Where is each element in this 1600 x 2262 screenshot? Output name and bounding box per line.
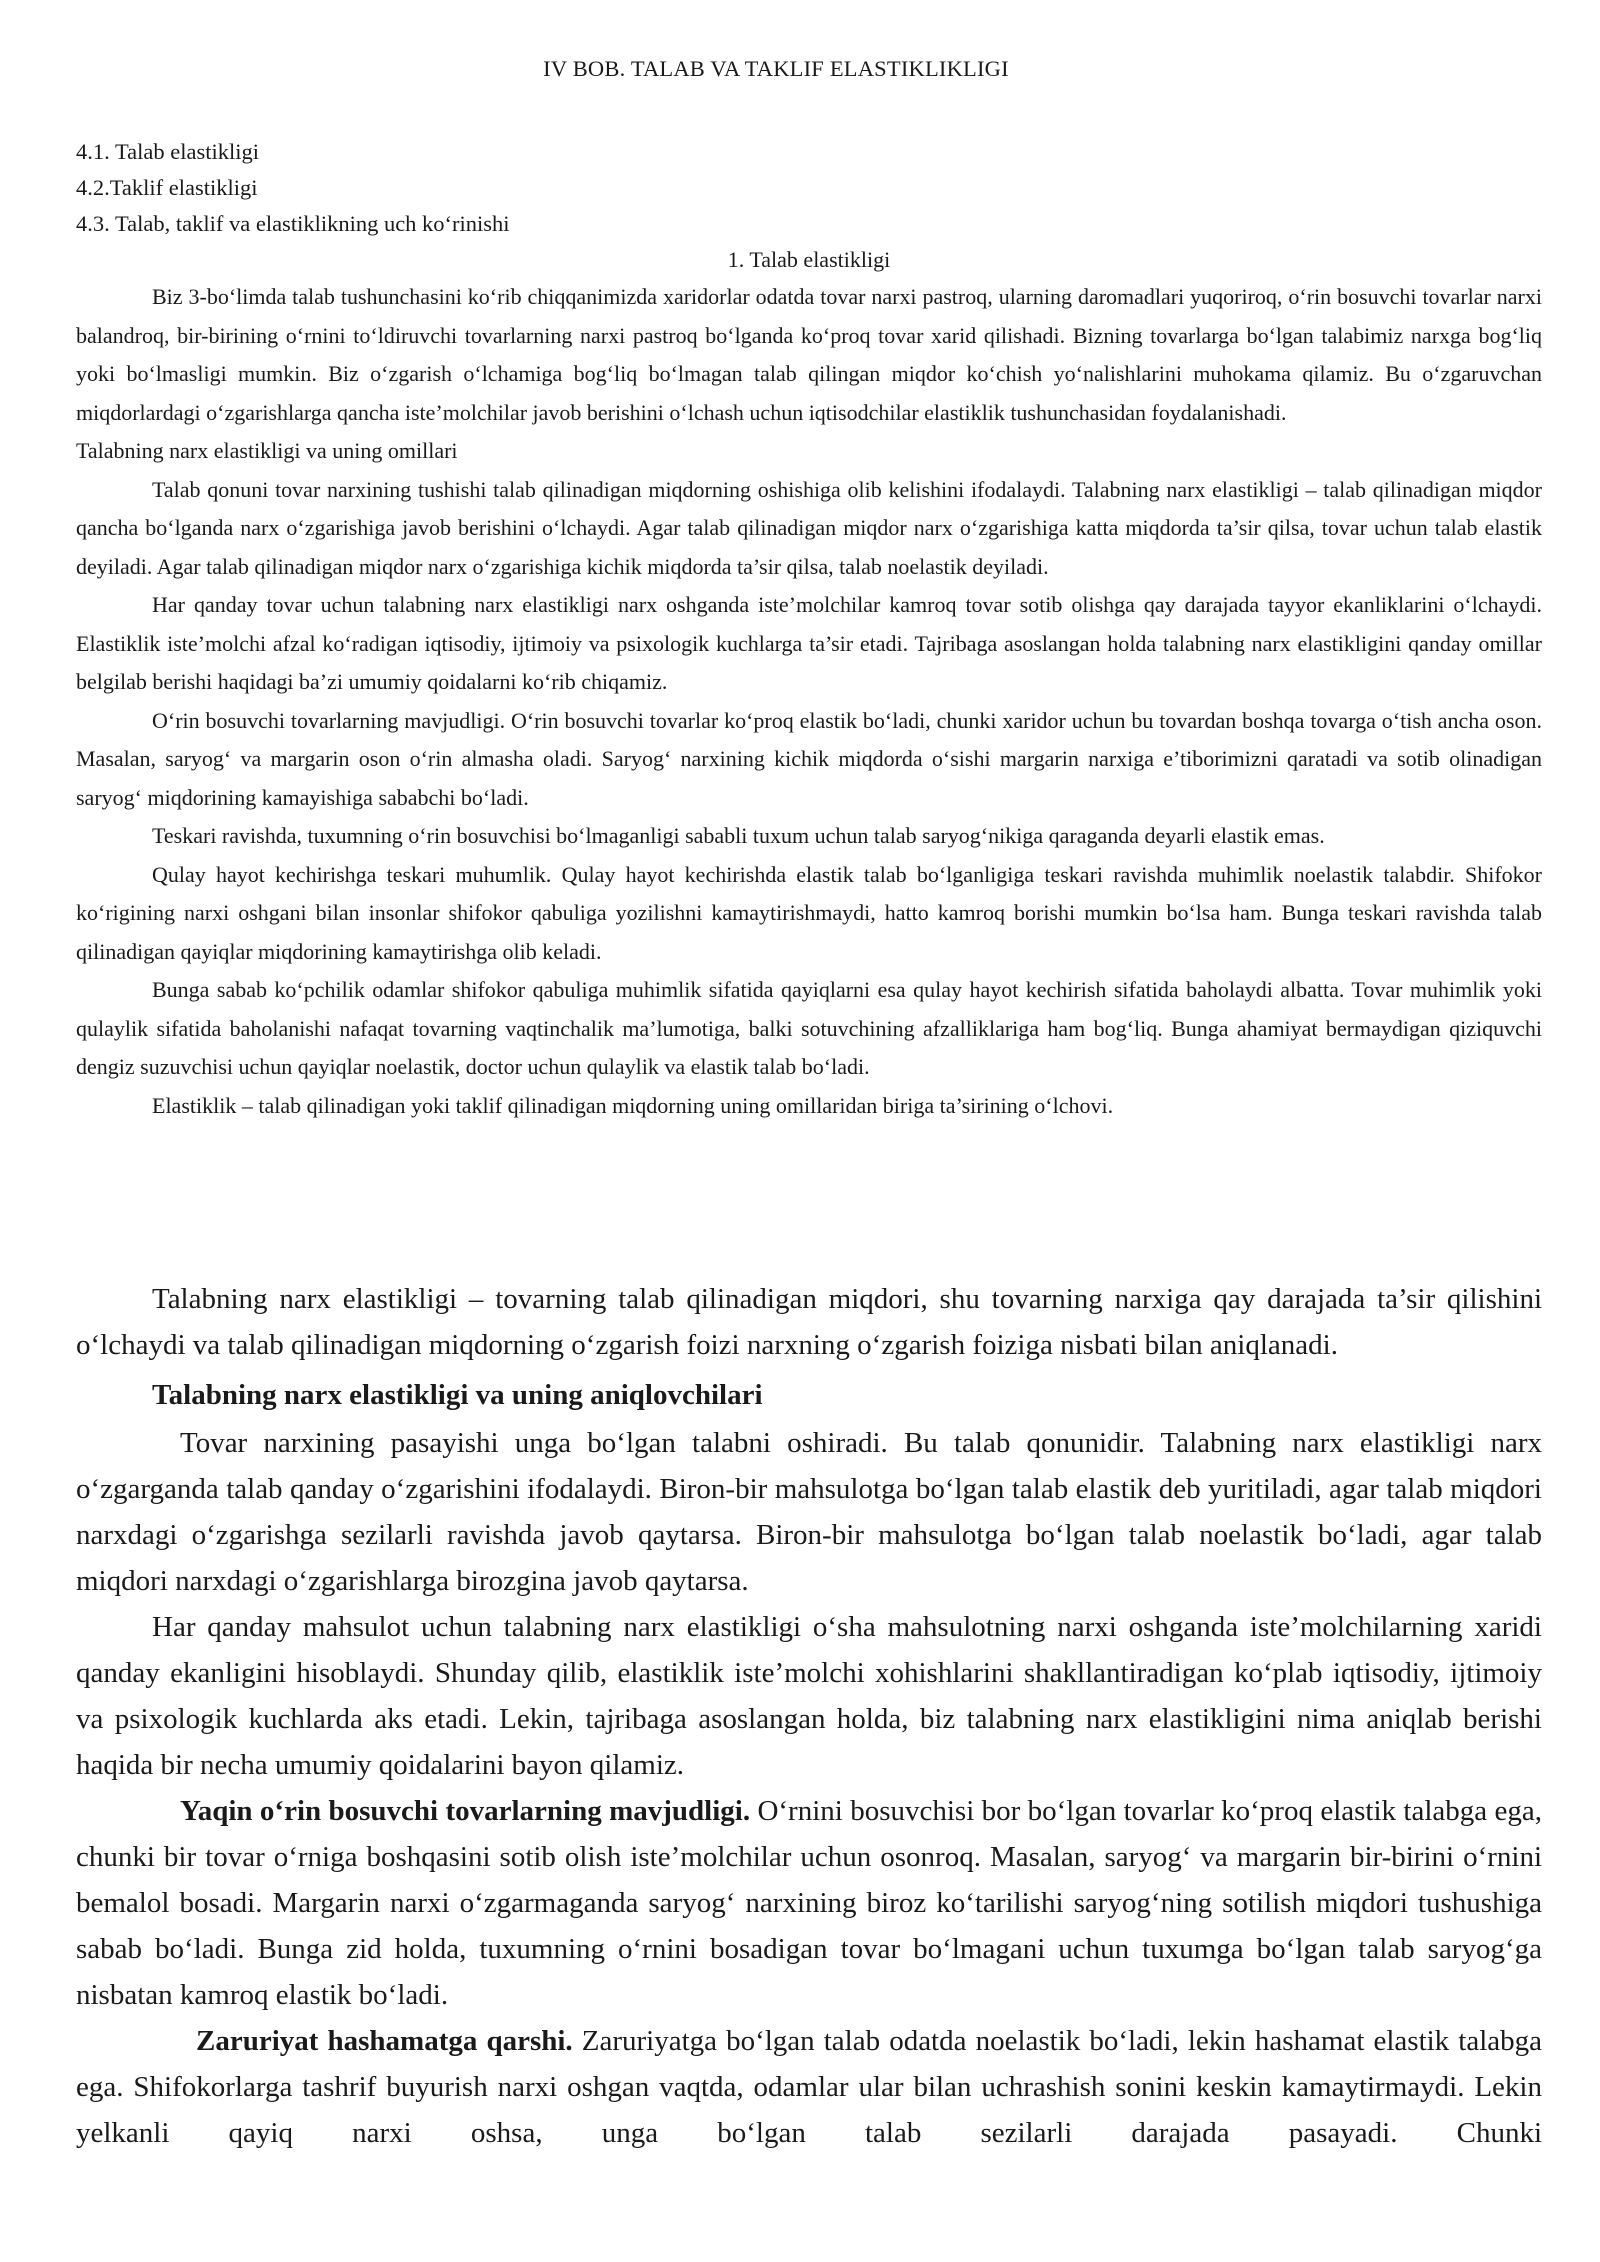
toc-item: 4.3. Talab, taklif va elastiklikning uch ko‘rinishi bbox=[76, 211, 510, 236]
paragraph bbox=[76, 2018, 1542, 2156]
paragraph: Talabning narx elastikligi – tovarning talab qilinadigan miqdori, shu tovarning narxiga qay darajada ta’sir qilishini o‘lchaydi va talab qilinadigan miqdorning o‘zgarish foizi narxning o‘zgarish foiziga nisbati bilan aniqlanadi. bbox=[76, 1283, 1542, 1361]
bold-lead: Zaruriyat hashamatga qarshi. bbox=[196, 2025, 573, 2057]
section-heading: 1. Talab elastikligi bbox=[727, 247, 891, 272]
paragraph: Qulay hayot kechirishga teskari muhumlik. Qulay hayot kechirishda elastik talab bo‘lganligiga teskari ravishda muhimlik noelastik talabdir. Shifokor ko‘rigining narxi oshgani bilan insonlar shifokor qabuliga yozilishni kamaytirishmaydi, hatto kamroq borishi mumkin bo‘lsa ham. Bunga teskari ravishda talab qilinadigan qayiqlar miqdorining kamaytirishga olib keladi. bbox=[76, 861, 1542, 964]
paragraph: Tovar narxining pasayishi unga bo‘lgan talabni oshiradi. Bu talab qonunidir. Talabning narx elastikligi narx o‘zgarganda talab qanday o‘zgarishini ifodalaydi. Biron-bir mahsulotga bo‘lgan talab elastik deb yuritiladi, agar talab miqdori narxdagi o‘zgarishga sezilarli ravishda javob qaytarsa. Biron-bir mahsulotga bo‘lgan talab noelastik bo‘ladi, agar talab miqdori narxdagi o‘zgarishlarga birozgina javob qaytarsa. bbox=[76, 1427, 1542, 1597]
paragraph: Har qanday mahsulot uchun talabning narx elastikligi o‘sha mahsulotning narxi oshganda iste’molchilarning xaridi qanday ekanligini hisoblaydi. Shunday qilib, elastiklik iste’molchi xohishlarini shakllantiradigan ko‘plab iqtisodiy, ijtimoiy va psixologik kuchlarda aks etadi. Lekin, tajribaga asoslangan holda, biz talabning narx elastikligini nima aniqlab berishi haqida bir necha umumiy qoidalarini bayon qilamiz. bbox=[76, 1611, 1542, 1781]
chapter-title: IV BOB. TALAB VA TAKLIF ELASTIKLIKLIGI bbox=[543, 56, 1009, 81]
paragraph: Talab qonuni tovar narxining tushishi talab qilinadigan miqdorning oshishiga olib kelishini ifodalaydi. Talabning narx elastikligi – talab qilinadigan miqdor qancha bo‘lganda narx o‘zgarishiga javob berishini o‘lchaydi. Agar talab qilinadigan miqdor narx o‘zgarishiga katta miqdorda ta’sir qilsa, tovar uchun talab elastik deyiladi. Agar talab qilinadigan miqdor narx o‘zgarishiga kichik miqdorda ta’sir qilsa, talab noelastik deyiladi. bbox=[76, 476, 1542, 579]
subheading: Talabning narx elastikligi va uning aniqlovchilari bbox=[152, 1379, 763, 1411]
paragraph: Elastiklik – talab qilinadigan yoki taklif qilinadigan miqdorning uning omillaridan biriga ta’sirining o‘lchovi. bbox=[152, 1092, 1114, 1118]
paragraph bbox=[76, 1788, 1542, 2018]
paragraph: Har qanday tovar uchun talabning narx elastikligi narx oshganda iste’molchilar kamroq tovar sotib olishga qay darajada tayyor ekanliklarini o‘lchaydi. Elastiklik iste’molchi afzal ko‘radigan iqtisodiy, ijtimoiy va psixologik kuchlarga ta’sir etadi. Tajribaga asoslangan holda talabning narx elastikligini qanday omillar belgilab berishi haqidagi ba’zi umumiy qoidalarni ko‘rib chiqamiz. bbox=[76, 592, 1542, 694]
toc-item: 4.2.Taklif elastikligi bbox=[76, 175, 258, 200]
bold-lead: Yaqin o‘rin bosuvchi tovarlarning mavjudligi. bbox=[180, 1795, 751, 1827]
toc-item: 4.1. Talab elastikligi bbox=[76, 139, 259, 164]
paragraph: Bunga sabab ko‘pchilik odamlar shifokor qabuliga muhimlik sifatida qayiqlarni esa qulay hayot kechirish sifatida baholaydi albatta. Tovar muhimlik yoki qulaylik sifatida baholanishi nafaqat tovarning vaqtinchalik ma’lumotiga, balki sotuvchining afzalliklariga ham bog‘liq. Bunga ahamiyat bermaydigan qiziquvchi dengiz suzuvchisi uchun qayiqlar noelastik, doctor uchun qulaylik va elastik talab bo‘ladi. bbox=[76, 977, 1542, 1079]
section-1 bbox=[76, 242, 1542, 1125]
paragraph: Biz 3-bo‘limda talab tushunchasini ko‘rib chiqqanimizda xaridorlar odatda tovar narxi pastroq, ularning daromadlari yuqoriroq, o‘rin bosuvchi tovarlar narxi balandroq, bir-birining o‘rnini to‘ldiruvchi tovarlarning narxi pastroq bo‘lganda ko‘proq tovar xarid qilishadi. Bizning tovarlarga bo‘lgan talabimiz narxga bog‘liq yoki bo‘lmasligi mumkin. Biz o‘zgarish o‘lchamiga bog‘liq bo‘lmagan talab qilingan miqdor ko‘chish yo‘nalishlarini muhokama qilamiz. Bu o‘zgaruvchan miqdorlardagi o‘zgarishlarga qancha iste’molchilar javob berishini o‘lchash uchun iqtisodchilar elastiklik tushunchasidan foydalanishadi. bbox=[76, 284, 1542, 425]
subsection-title: Talabning narx elastikligi va uning omillari bbox=[76, 438, 458, 463]
paragraph: O‘rin bosuvchi tovarlarning mavjudligi. O‘rin bosuvchi tovarlar ko‘proq elastik bo‘ladi, chunki xaridor uchun bu tovardan boshqa tovarga o‘tish ancha oson. Masalan, saryog‘ va margarin oson o‘rin almasha oladi. Saryog‘ narxining kichik miqdorda o‘sishi margarin narxiga e’tiborimizni qaratadi va sotib olinadigan saryog‘ miqdorining kamayishiga sababchi bo‘ladi. bbox=[76, 707, 1542, 810]
table-of-contents bbox=[76, 134, 510, 242]
paragraph: Teskari ravishda, tuxumning o‘rin bosuvchisi bo‘lmaganligi sababli tuxum uchun talab saryog‘nikiga qaraganda deyarli elastik emas. bbox=[152, 823, 1325, 848]
section-2 bbox=[76, 1276, 1542, 2156]
paragraph-text: Zaruriyatga bo‘lgan talab odatda noelastik bo‘ladi, lekin hashamat elastik talabga ega. Shifokorlarga tashrif buyurish narxi oshgan vaqtda, odamlar ular bilan uchrashish sonini keskin kamaytirmaydi. Lekin yelkanli qayiq narxi oshsa, unga bo‘lgan talab sezilarli darajada pasayadi. Chunki bbox=[76, 2025, 1542, 2149]
paragraph-text: O‘rnini bosuvchisi bor bo‘lgan tovarlar ko‘proq elastik talabga ega, chunki bir tovar o‘rniga boshqasini sotib olish iste’molchilar uchun osonroq. Masalan, saryog‘ va margarin bir-birini o‘rnini bemalol bosadi. Margarin narxi o‘zgarmaganda saryog‘ narxining biroz ko‘tarilishi saryog‘ning sotilish miqdori tushushiga sabab bo‘ladi. Bunga zid holda, tuxumning o‘rnini bosadigan tovar bo‘lmagani uchun tuxumga bo‘lgan talab saryog‘ga nisbatan kamroq elastik bo‘ladi. bbox=[76, 1795, 1542, 2011]
